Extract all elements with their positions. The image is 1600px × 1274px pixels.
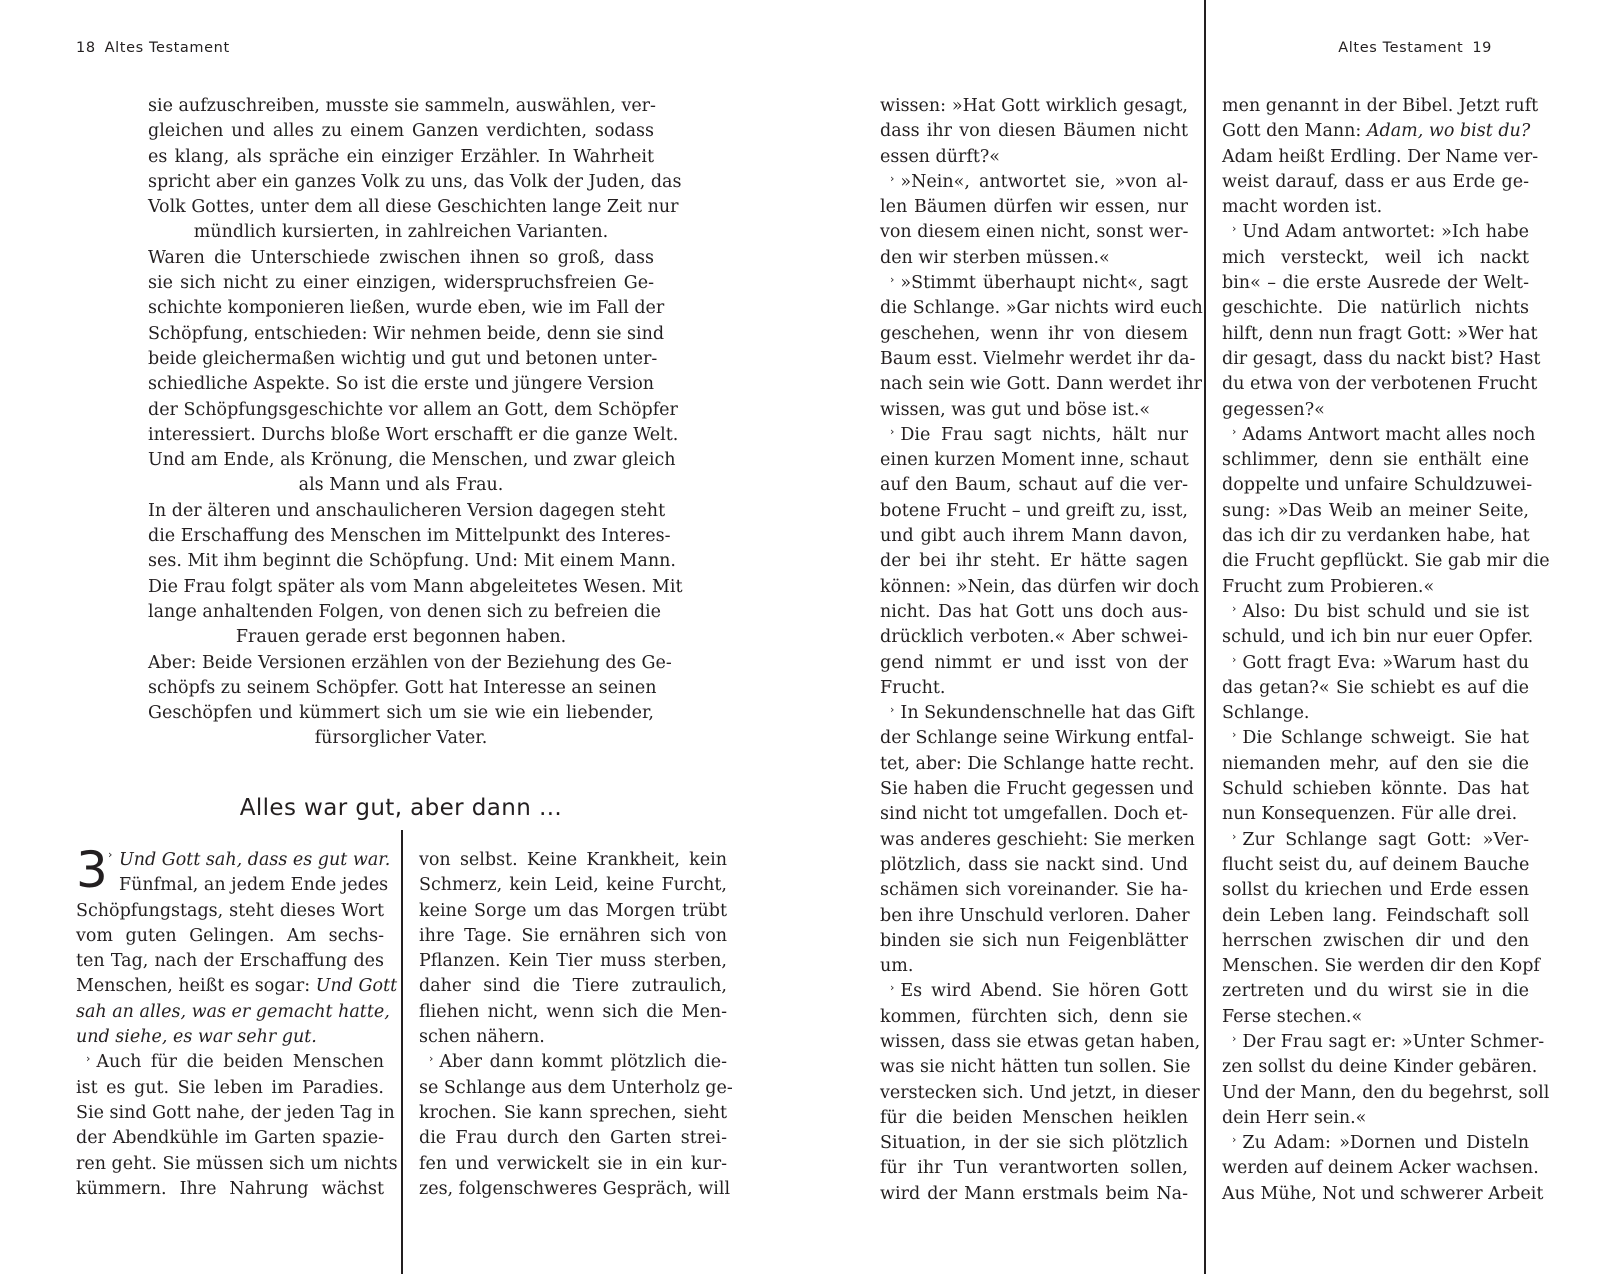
text-line: dein Herr sein.«: [1222, 1107, 1367, 1128]
text-line: von selbst. Keine Krankheit, kein: [419, 850, 727, 870]
text-line: tet, aber: Die Schlange hatte recht.: [880, 753, 1195, 774]
italic-quote: sah an alles, was er gemacht hatte,: [76, 1001, 390, 1022]
text-line: gegessen?«: [1222, 399, 1325, 420]
verse-marker: ›: [890, 273, 895, 287]
text-line: der Schöpfungsgeschichte vor allem an Gott, dem Schöpfer: [148, 399, 678, 420]
text-line: ben ihre Unschuld verloren. Daher: [880, 905, 1190, 926]
text-line: die Erschaffung des Menschen im Mittelpunkt des Interes-: [148, 526, 671, 547]
text-line: [880, 701, 1195, 726]
text-line: die Schlange. »Gar nichts wird euch: [880, 298, 1203, 319]
text-line: Frucht zum Probieren.«: [1222, 576, 1435, 597]
text-line: [76, 974, 398, 999]
text-line: zes, folgenschweres Gespräch, will: [419, 1178, 731, 1199]
text-line: Baum esst. Vielmehr werdet ihr da-: [880, 348, 1196, 369]
text-line: Schlange.: [1222, 703, 1310, 724]
text-line: plötzlich, dass sie nackt sind. Und: [880, 854, 1188, 875]
text-line: [1222, 119, 1529, 144]
column-divider-rule: [401, 830, 403, 1274]
text-line: doppelte und unfaire Schuldzuwei-: [1222, 475, 1533, 496]
text-line: der bei ihr steht. Er hätte sagen: [880, 551, 1188, 572]
text-line: geschichte. Die natürlich nichts: [1222, 298, 1529, 319]
text-line: [76, 1000, 390, 1025]
text-line: Aus Mühe, Not und schwerer Arbeit: [1222, 1183, 1544, 1204]
text-line: für ihr Tun verantworten sollen,: [880, 1158, 1188, 1179]
page-gutter-rule: [1204, 0, 1206, 1274]
text-line: drücklich verboten.« Aber schwei-: [880, 627, 1188, 648]
text-line: schiedliche Aspekte. So ist die erste und jüngere Version: [148, 374, 654, 395]
text-line: Situation, in der sie sich plötzlich: [880, 1133, 1188, 1154]
text-fragment: »Stimmt überhaupt nicht«, sagt: [900, 273, 1188, 294]
text-line: ten Tag, nach der Erschaffung des: [76, 951, 384, 972]
text-line: Schuld schieben könnte. Das hat: [1222, 779, 1529, 800]
text-fragment: Auch für die beiden Menschen: [96, 1052, 384, 1073]
text-line: fen und verwickelt sie in ein kur-: [419, 1153, 727, 1174]
text-line: [880, 271, 1188, 296]
text-line: sind nicht tot umgefallen. Doch et-: [880, 804, 1189, 825]
text-line: um.: [880, 956, 914, 977]
text-line: ihre Tage. Sie ernähren sich von: [419, 925, 727, 946]
text-line: Und am Ende, als Krönung, die Menschen, und zwar gleich: [148, 450, 676, 471]
text-line: gend nimmt er und isst von der: [880, 652, 1188, 673]
text-line: lange anhaltenden Folgen, von denen sich zu befreien die: [148, 601, 661, 622]
column-4: [1222, 94, 1550, 1207]
text-line: Schöpfung, entschieden: Wir nehmen beide, denn sie sind: [148, 323, 665, 344]
text-line: herrschen zwischen dir und den: [1222, 930, 1529, 951]
verse-marker: ›: [1232, 424, 1237, 438]
verse-marker: ›: [890, 424, 895, 438]
intro-text-block: [148, 94, 683, 752]
column-3: [880, 94, 1203, 1207]
text-line: es klang, als spräche ein einziger Erzähler. In Wahrheit: [148, 146, 654, 167]
text-line: Ferse stechen.«: [1222, 1006, 1363, 1027]
text-fragment: Und Adam antwortet: »Ich habe: [1242, 222, 1529, 243]
text-line: [880, 979, 1188, 1004]
verse-marker: ›: [108, 848, 113, 861]
text-line: mich versteckt, weil ich nackt: [1222, 247, 1529, 268]
text-line: fürsorglicher Vater.: [314, 728, 488, 749]
text-line: [1222, 600, 1529, 625]
text-line: Menschen. Sie werden dir den Kopf: [1222, 956, 1540, 977]
text-line: einen kurzen Moment inne, schaut: [880, 450, 1189, 471]
text-line: binden sie sich nun Feigenblätter: [880, 930, 1188, 951]
text-line: wissen, dass sie etwas getan haben,: [880, 1031, 1201, 1052]
text-line: Aber: Beide Versionen erzählen von der Beziehung des Ge-: [148, 652, 672, 673]
text-line: die Frau durch den Garten strei-: [419, 1128, 727, 1149]
verse-marker: ›: [1232, 728, 1237, 742]
text-line: das ich dir zu verdanken habe, hat: [1222, 526, 1530, 547]
text-fragment: In Sekundenschnelle hat das Gift: [900, 703, 1195, 724]
text-line: dass ihr von diesen Bäumen nicht: [880, 121, 1188, 142]
text-line: und gibt auch ihrem Mann davon,: [880, 526, 1188, 547]
verse-marker: ›: [1232, 222, 1237, 236]
text-fragment: Die Schlange schweigt. Sie hat: [1242, 728, 1529, 749]
text-line: sung: »Das Weib an meiner Seite,: [1222, 500, 1529, 521]
text-line: den wir sterben müssen.«: [880, 247, 1110, 268]
verse-marker: ›: [86, 1052, 91, 1066]
text-line: verstecken sich. Und jetzt, in dieser: [880, 1082, 1200, 1103]
text-line: hilft, denn nun fragt Gott: »Wer hat: [1222, 323, 1538, 344]
verse-marker: ›: [890, 703, 895, 717]
running-head-right: [1338, 40, 1492, 56]
running-head-title-left: Altes Testament: [104, 40, 230, 56]
text-line: ses. Mit ihm beginnt die Schöpfung. Und: Mit einem Mann.: [148, 551, 676, 572]
text-line: Die Frau folgt später als vom Mann abgeleitetes Wesen. Mit: [148, 576, 683, 597]
text-line: auf den Baum, schaut auf die ver-: [880, 475, 1188, 496]
text-line: Waren die Unterschiede zwischen ihnen so groß, dass: [148, 247, 654, 268]
section-heading: Alles war gut, aber dann …: [239, 795, 563, 821]
text-line: das getan?« Sie schiebt es auf die: [1222, 677, 1529, 698]
text-line: gleichen und alles zu einem Ganzen verdichten, sodass: [148, 121, 654, 142]
text-line: sollst du kriechen und Erde essen: [1222, 880, 1529, 901]
verse-marker: ›: [890, 981, 895, 995]
verse-marker: ›: [1232, 829, 1237, 843]
text-line: ren geht. Sie müssen sich um nichts: [76, 1153, 398, 1174]
text-line: geschehen, wenn ihr von diesem: [880, 323, 1188, 344]
page-number-left: 18: [76, 40, 96, 56]
running-head-left: [76, 40, 230, 56]
text-fragment: Gott fragt Eva: »Warum hast du: [1242, 652, 1529, 673]
text-line: krochen. Sie kann sprechen, sieht: [419, 1102, 727, 1123]
text-fragment: Gott den Mann:: [1222, 121, 1362, 142]
text-line: die Frucht gepflückt. Sie gab mir die: [1222, 551, 1550, 572]
text-line: niemanden mehr, auf den sie die: [1222, 753, 1529, 774]
text-line: kommen, fürchten sich, denn sie: [880, 1006, 1188, 1027]
text-line: [1222, 1030, 1545, 1055]
text-line: der Schlange seine Wirkung entfal-: [880, 728, 1194, 749]
text-line: nach sein wie Gott. Dann werdet ihr: [880, 374, 1202, 395]
text-line: Und der Mann, den du begehrst, soll: [1222, 1082, 1550, 1103]
text-line: Sie sind Gott nahe, der jeden Tag in: [76, 1102, 395, 1123]
text-line: bin« – die erste Ausrede der Welt-: [1222, 273, 1529, 294]
verse-marker: ›: [1232, 1133, 1237, 1147]
text-line: mündlich kursierten, in zahlreichen Varianten.: [193, 222, 609, 243]
text-line: wissen, was gut und böse ist.«: [880, 399, 1151, 420]
italic-quote: Und Gott sah, dass es gut war.: [119, 850, 391, 870]
text-line: Fünfmal, an jedem Ende jedes: [119, 875, 389, 896]
text-line: vom guten Gelingen. Am sechs-: [76, 925, 384, 946]
verse-marker: ›: [1232, 1031, 1237, 1045]
text-fragment: Also: Du bist schuld und sie ist: [1242, 601, 1529, 622]
column-2: [419, 848, 733, 1202]
text-line: schuld, und ich bin nur euer Opfer.: [1222, 627, 1534, 648]
text-fragment: Aber dann kommt plötzlich die-: [439, 1052, 727, 1073]
text-line: [76, 848, 391, 873]
text-line: kümmern. Ihre Nahrung wächst: [76, 1178, 384, 1199]
text-line: schen nähern.: [419, 1027, 545, 1048]
text-line: schichte komponieren ließen, wurde eben, wie im Fall der: [148, 298, 665, 319]
text-line: botene Frucht – und greift zu, isst,: [880, 500, 1188, 521]
text-line: spricht aber ein ganzes Volk zu uns, das Volk der Juden, das: [148, 171, 682, 192]
text-line: essen dürft?«: [880, 146, 1000, 167]
text-line: fliehen nicht, wenn sich die Men-: [419, 1001, 727, 1022]
text-line: was anderes geschieht: Sie merken: [880, 829, 1195, 850]
text-line: sie aufzuschreiben, musste sie sammeln, auswählen, ver-: [148, 96, 656, 116]
verse-marker: ›: [890, 171, 895, 185]
text-line: [1222, 1131, 1529, 1156]
text-line: nun Konsequenzen. Für alle drei.: [1222, 804, 1518, 825]
text-line: [1222, 423, 1536, 448]
text-line: weist darauf, dass er aus Erde ge-: [1222, 171, 1529, 192]
italic-quote: Adam, wo bist du?: [1366, 121, 1531, 142]
text-line: Pflanzen. Kein Tier muss sterben,: [419, 951, 727, 972]
text-line: Volk Gottes, unter dem all diese Geschichten lange Zeit nur: [148, 197, 679, 218]
text-line: schämen sich voreinander. Sie ha-: [880, 880, 1188, 901]
text-line: [1222, 220, 1529, 245]
text-fragment: Zur Schlange sagt Gott: »Ver-: [1242, 829, 1529, 850]
text-line: schlimmer, denn sie enthält eine: [1222, 450, 1529, 471]
text-line: [1222, 651, 1529, 676]
text-line: der Abendkühle im Garten spazie-: [76, 1128, 384, 1149]
text-line: nicht. Das hat Gott uns doch aus-: [880, 601, 1188, 622]
text-line: beide gleichermaßen wichtig und gut und betonen unter-: [148, 348, 658, 369]
text-line: von diesem einen nicht, sonst wer-: [880, 222, 1189, 243]
text-line: als Mann und als Frau.: [298, 475, 504, 496]
text-line: ist es gut. Sie leben im Paradies.: [76, 1077, 384, 1098]
text-line: dir gesagt, dass du nackt bist? Hast: [1222, 348, 1541, 369]
text-line: dein Leben lang. Feindschaft soll: [1222, 905, 1529, 926]
text-line: se Schlange aus dem Unterholz ge-: [419, 1077, 733, 1098]
text-line: daher sind die Tiere zutraulich,: [419, 976, 727, 997]
text-fragment: Adams Antwort macht alles noch: [1242, 424, 1536, 445]
text-line: Frucht.: [880, 677, 946, 698]
text-line: zen sollst du deine Kinder gebären.: [1222, 1057, 1538, 1078]
text-line: Geschöpfen und kümmert sich um sie wie ein liebender,: [148, 703, 654, 724]
text-line: wissen: »Hat Gott wirklich gesagt,: [880, 96, 1188, 116]
text-fragment: Es wird Abend. Sie hören Gott: [900, 981, 1188, 1002]
text-line: [880, 170, 1188, 195]
text-line: len Bäumen dürfen wir essen, nur: [880, 197, 1188, 218]
text-line: flucht seist du, auf deinem Bauche: [1222, 854, 1530, 875]
verse-marker: ›: [1232, 601, 1237, 615]
text-line: werden auf deinem Acker wachsen.: [1222, 1158, 1539, 1179]
text-fragment: Der Frau sagt er: »Unter Schmer-: [1242, 1031, 1545, 1052]
text-line: für die beiden Menschen heiklen: [880, 1107, 1188, 1128]
text-line: was sie nicht hätten tun sollen. Sie: [880, 1057, 1191, 1078]
text-line: macht worden ist.: [1222, 197, 1383, 218]
text-line: sie sich nicht zu einer einzigen, widerspruchsfreien Ge-: [148, 273, 654, 294]
text-line: [1222, 828, 1529, 853]
text-line: interessiert. Durchs bloße Wort erschafft er die ganze Welt.: [148, 424, 679, 445]
text-line: schöpfs zu seinem Schöpfer. Gott hat Interesse an seinen: [148, 677, 657, 698]
text-line: Schöpfungstags, steht dieses Wort: [76, 900, 384, 921]
column-1: [76, 848, 398, 1202]
page-number-right: 19: [1472, 40, 1492, 56]
text-line: Schmerz, kein Leid, keine Furcht,: [419, 875, 727, 896]
italic-quote: Und Gott: [315, 976, 398, 997]
text-line: wird der Mann erstmals beim Na-: [880, 1183, 1188, 1204]
text-line: zertreten und du wirst sie in die: [1222, 981, 1529, 1002]
text-fragment: Zu Adam: »Dornen und Disteln: [1242, 1133, 1529, 1154]
text-line: In der älteren und anschaulicheren Version dagegen steht: [148, 500, 666, 521]
text-line: [76, 1025, 384, 1050]
chapter-number-dropcap: 3: [76, 841, 108, 899]
text-line: Frauen gerade erst begonnen haben.: [235, 627, 567, 648]
text-line: Sie haben die Frucht gegessen und: [880, 779, 1194, 800]
text-line: [419, 1050, 727, 1075]
running-head-title-right: Altes Testament: [1338, 40, 1464, 56]
text-line: keine Sorge um das Morgen trübt: [419, 900, 727, 921]
text-fragment: Menschen, heißt es sogar:: [76, 976, 311, 997]
text-line: können: »Nein, das dürfen wir doch: [880, 576, 1200, 597]
text-fragment: Die Frau sagt nichts, hält nur: [900, 424, 1188, 445]
italic-quote: und siehe, es war sehr gut.: [76, 1027, 317, 1048]
text-line: [880, 423, 1188, 448]
text-line: men genannt in der Bibel. Jetzt ruft: [1222, 96, 1539, 116]
text-line: Adam heißt Erdling. Der Name ver-: [1222, 146, 1539, 167]
text-line: [76, 1050, 384, 1075]
verse-marker: ›: [1232, 652, 1237, 666]
verse-marker: ›: [429, 1052, 434, 1066]
text-line: du etwa von der verbotenen Frucht: [1222, 374, 1538, 395]
text-line: [1222, 726, 1529, 751]
text-fragment: »Nein«, antwortet sie, »von al-: [900, 171, 1188, 192]
